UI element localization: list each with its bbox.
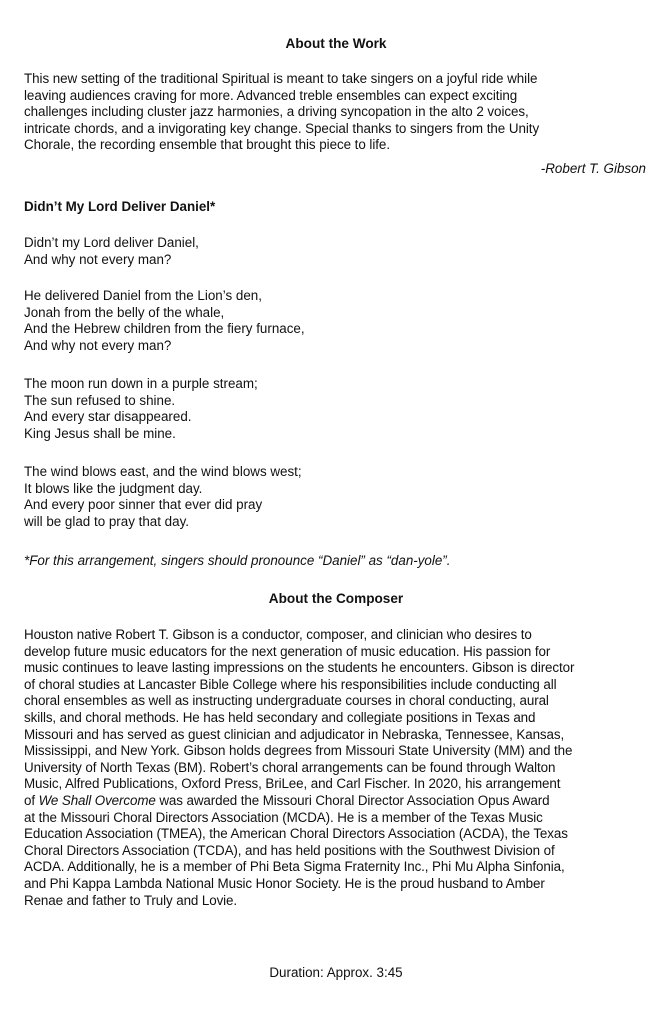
lyric-line: Didn’t my Lord deliver Daniel, <box>24 235 199 250</box>
about-work-heading: About the Work <box>285 36 387 51</box>
composer-line: Choral Directors Association (TCDA), and has held positions with the Southwest Division of <box>24 842 555 858</box>
composer-line: and Phi Kappa Lambda National Music Honor Society. He is the proud husband to Amber <box>24 875 545 891</box>
composer-line: University of North Texas (BM). Robert’s choral arrangements can be found through Walton <box>24 759 556 775</box>
work-title: We Shall Overcome <box>38 792 156 808</box>
about-work-line: Chorale, the recording ensemble that brought this piece to life. <box>24 137 391 153</box>
composer-line-award <box>24 793 650 810</box>
pronunciation-note: *For this arrangement, singers should pronounce “Daniel” as “dan-yole”. <box>24 553 451 568</box>
composer-line: skills, and choral methods. He has held secondary and collegiate positions in Texas and <box>24 709 536 725</box>
composer-line: Music, Alfred Publications, Oxford Press, BriLee, and Carl Fischer. In 2020, his arrangement <box>24 776 561 792</box>
lyric-line: The sun refused to shine. <box>24 392 176 408</box>
lyric-line: He delivered Daniel from the Lion’s den, <box>24 288 262 303</box>
duration-text: Duration: Approx. 3:45 <box>269 965 403 980</box>
lyric-line: will be glad to pray that day. <box>24 513 189 529</box>
lyric-line: And the Hebrew children from the fiery furnace, <box>24 321 305 337</box>
about-work-line: This new setting of the traditional Spiritual is meant to take singers on a joyful ride while <box>24 71 538 86</box>
about-work-paragraph <box>24 71 648 154</box>
composer-line: Education Association (TMEA), the American Choral Directors Association (ACDA), the Texas <box>24 826 568 842</box>
composer-line: of choral studies at Lancaster Bible College where his responsibilities include conducting all <box>24 676 557 692</box>
lyric-line: And why not every man? <box>24 251 172 267</box>
lyric-line: And why not every man? <box>24 337 172 353</box>
lyrics-stanza-3 <box>24 376 258 442</box>
composer-line: at the Missouri Choral Directors Association (MCDA). He is a member of the Texas Music <box>24 809 543 825</box>
of-text: of <box>24 792 39 808</box>
about-work-line: intricate chords, and a invigorating key change. Special thanks to singers from the Unity <box>24 120 540 136</box>
about-work-line: challenges including cluster jazz harmonies, a driving syncopation in the alto 2 voices, <box>24 104 529 120</box>
lyrics-stanza-1 <box>24 235 199 268</box>
lyric-line: And every star disappeared. <box>24 409 192 425</box>
lyrics-stanza-4 <box>24 464 302 530</box>
composer-line: develop future music educators for the next generation of music education. His passion for <box>24 643 551 659</box>
lyric-line: And every poor sinner that ever did pray <box>24 497 263 513</box>
lyric-line: Jonah from the belly of the whale, <box>24 304 225 320</box>
lyric-line: The moon run down in a purple stream; <box>24 376 258 391</box>
composer-line: Mississippi, and New York. Gibson holds degrees from Missouri State University (MM) and the <box>24 743 573 759</box>
composer-line: Renae and father to Truly and Lovie. <box>24 892 238 908</box>
composer-line: ACDA. Additionally, he is a member of Phi Beta Sigma Fraternity Inc., Phi Mu Alpha Sinfonia, <box>24 859 565 875</box>
lyrics-stanza-2 <box>24 288 305 354</box>
composer-line: Houston native Robert T. Gibson is a conductor, composer, and clinician who desires to <box>24 627 532 642</box>
award-text: was awarded the Missouri Choral Director Association Opus Award <box>155 792 550 808</box>
lyric-line: It blows like the judgment day. <box>24 480 203 496</box>
author-signature: -Robert T. Gibson <box>540 161 646 176</box>
song-title: Didn’t My Lord Deliver Daniel* <box>24 199 216 214</box>
about-composer-paragraph <box>24 627 650 909</box>
about-composer-heading: About the Composer <box>268 591 404 606</box>
about-work-line: leaving audiences craving for more. Advanced treble ensembles can expect exciting <box>24 87 518 103</box>
lyric-line: The wind blows east, and the wind blows west; <box>24 464 302 479</box>
lyric-line: King Jesus shall be mine. <box>24 425 176 441</box>
composer-line: music continues to leave lasting impressions on the students he encounters. Gibson is director <box>24 660 575 676</box>
composer-line: Missouri and has served as guest clinician and adjudicator in Nebraska, Tennessee, Kansas, <box>24 726 565 742</box>
composer-line: choral ensembles as well as instructing undergraduate courses in choral conducting, aural <box>24 693 549 709</box>
